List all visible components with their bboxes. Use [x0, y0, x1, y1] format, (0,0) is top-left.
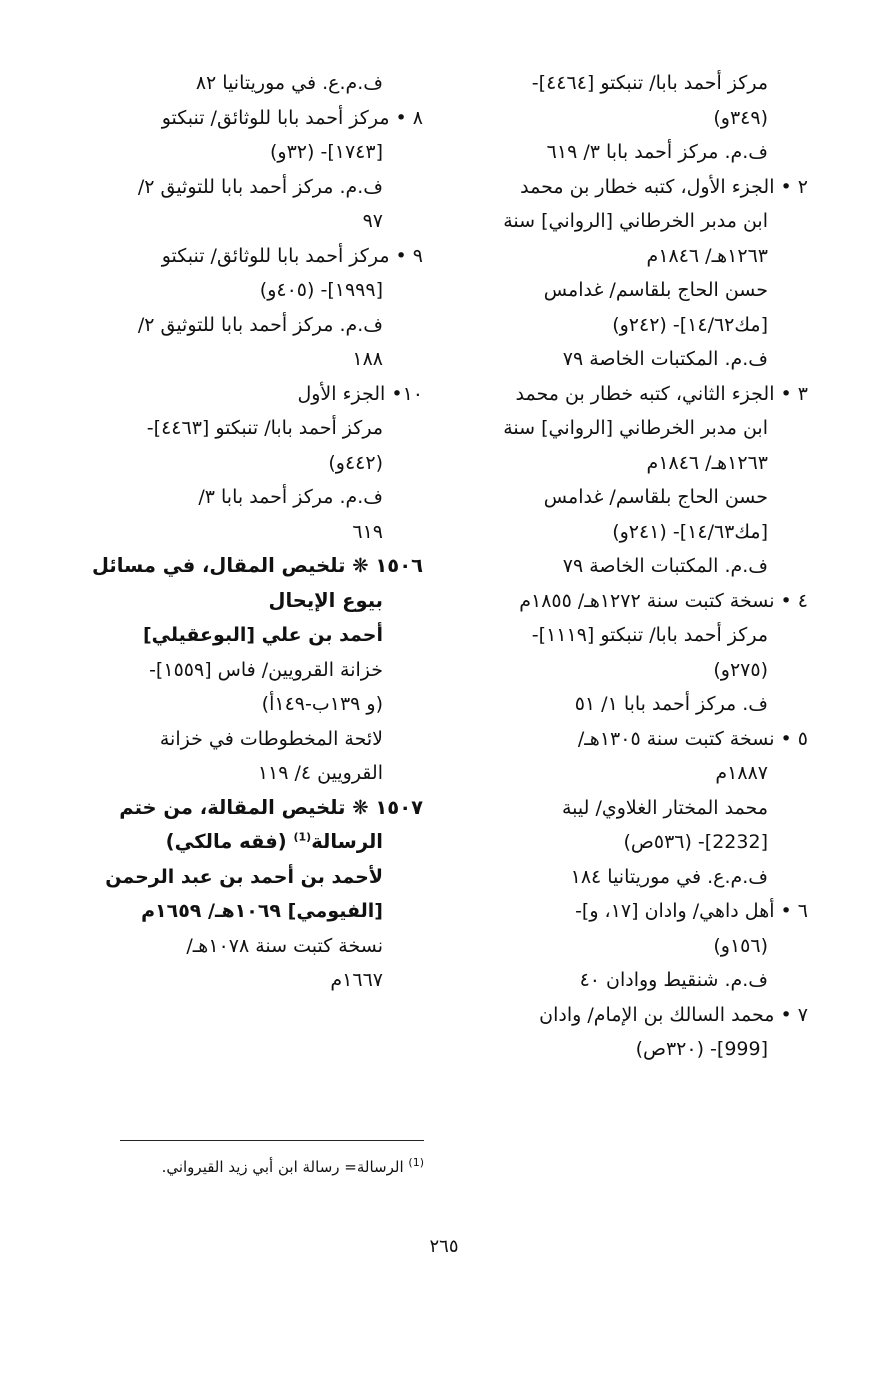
text-line: [463, 239, 808, 274]
footnote-marker: (1): [408, 1156, 424, 1169]
line-text: خزانة القرويين/ فاس [١٥٥٩]-: [149, 658, 383, 681]
line-text: [999]- (٣٢٠ص): [635, 1038, 768, 1060]
text-line: [78, 480, 423, 515]
right-column: [463, 66, 808, 1067]
text-line: [463, 860, 808, 895]
line-text: ١٢٦٣هـ/ ١٨٤٦م: [646, 244, 768, 267]
text-line: [78, 308, 423, 343]
text-line: [463, 101, 808, 136]
text-line: [78, 66, 423, 101]
line-text: ف.م.ع. في موريتانيا ٨٢: [195, 72, 383, 94]
text-line: [463, 722, 808, 757]
line-text-suffix: (فقه مالكي): [165, 830, 294, 853]
text-line: [463, 929, 808, 964]
line-text: ٧ • محمد السالك بن الإمام/ وادان: [539, 1003, 808, 1026]
line-text: ١٦٦٧م: [330, 969, 383, 991]
line-text: ٤ • نسخة كتبت سنة ١٢٧٢هـ/ ١٨٥٥م: [519, 589, 808, 612]
text-line: [463, 515, 808, 550]
text-line: [78, 549, 423, 584]
text-line: [463, 1032, 808, 1067]
text-line: [463, 446, 808, 481]
text-line: [78, 515, 423, 550]
text-line: [78, 653, 423, 688]
footnote-reference: (1): [293, 830, 312, 844]
line-text: لأحمد بن أحمد بن عبد الرحمن: [105, 865, 383, 888]
line-text: ٢ • الجزء الأول، كتبه خطار بن محمد: [520, 175, 808, 198]
text-line: [463, 66, 808, 101]
text-line: [78, 204, 423, 239]
line-text: ١٨٨: [352, 348, 383, 370]
line-text: بيوع الإيحال: [268, 588, 383, 612]
line-text: [2232]- (٥٣٦ص): [623, 831, 768, 853]
text-line: [463, 170, 808, 205]
text-line: [78, 963, 423, 998]
footnote: [120, 1158, 424, 1176]
line-text: (و ١٣٩ب-١٤٩أ): [261, 693, 383, 715]
line-text: ٦ • أهل داهي/ وادان [١٧، و]-: [575, 900, 808, 922]
line-text: القرويين ٤/ ١١٩: [257, 762, 383, 784]
line-text: محمد المختار الغلاوي/ ليبة: [562, 796, 768, 819]
line-text: ٩٧: [362, 210, 383, 232]
line-text: حسن الحاج بلقاسم/ غدامس: [543, 486, 768, 508]
line-text: ٣ • الجزء الثاني، كتبه خطار بن محمد: [515, 382, 808, 405]
text-line: [463, 756, 808, 791]
line-text: أحمد بن علي [البوعقيلي]: [142, 624, 383, 646]
footnote-text: الرسالة= رسالة ابن أبي زيد القيرواني.: [161, 1158, 404, 1176]
text-line: [78, 860, 423, 895]
text-line: [463, 377, 808, 412]
text-line: [463, 480, 808, 515]
line-text: [مك١٤/٦٢]- (٢٤٢و): [612, 313, 768, 336]
line-text: (١٥٦و): [713, 934, 768, 957]
text-line: [463, 342, 808, 377]
text-line: [78, 687, 423, 722]
text-line: [78, 825, 423, 860]
line-text: ف.م. مركز أحمد بابا للتوثيق ٢/: [137, 313, 383, 336]
text-line: [463, 584, 808, 619]
line-text: ف.م. المكتبات الخاصة ٧٩: [562, 348, 768, 370]
line-text: ف.م. شنقيط ووادان ٤٠: [579, 969, 768, 991]
line-text: ٦١٩: [352, 520, 383, 543]
text-line: [463, 791, 808, 826]
line-text: [الفيومي] ١٠٦٩هـ/ ١٦٥٩م: [141, 900, 383, 922]
text-line: [463, 204, 808, 239]
line-text: ١٥٠٦ ❋ تلخيص المقال، في مسائل: [91, 554, 423, 577]
text-line: [463, 411, 808, 446]
text-line: [463, 687, 808, 722]
line-text: (٢٧٥و): [713, 658, 768, 681]
text-line: [78, 722, 423, 757]
line-text: [١٩٩٩]- (٤٠٥و): [259, 279, 383, 301]
text-line: [463, 308, 808, 343]
line-text: ١٠• الجزء الأول: [297, 382, 423, 405]
text-line: [78, 584, 423, 619]
line-text: الرسالة: [311, 830, 383, 853]
text-line: [78, 377, 423, 412]
left-column: [78, 66, 423, 998]
line-text: نسخة كتبت سنة ١٠٧٨هـ/: [186, 934, 383, 957]
text-line: [78, 239, 423, 274]
text-line: [463, 653, 808, 688]
line-text: ابن مدبر الخرطاني [الرواني] سنة: [503, 210, 768, 232]
page-number: ٢٦٥: [429, 1236, 459, 1257]
text-line: [463, 549, 808, 584]
line-text: ١٥٠٧ ❋ تلخيص المقالة، من ختم: [119, 795, 423, 819]
line-text: مركز أحمد بابا/ تنبكتو [١١١٩]-: [531, 624, 768, 646]
text-line: [463, 894, 808, 929]
text-line: [78, 929, 423, 964]
text-line: [78, 756, 423, 791]
line-text: ف. مركز أحمد بابا ١/ ٥١: [574, 693, 768, 715]
text-line: [78, 791, 423, 826]
line-text: ٩ • مركز أحمد بابا للوثائق/ تنبكتو: [161, 244, 423, 267]
line-text: (٣٤٩و): [713, 106, 768, 129]
line-text: ف.م. مركز أحمد بابا للتوثيق ٢/: [137, 175, 383, 198]
text-line: [463, 998, 808, 1033]
text-line: [463, 825, 808, 860]
line-text: ف.م. مركز أحمد بابا ٣/ ٦١٩: [546, 141, 768, 163]
line-text: ف.م. المكتبات الخاصة ٧٩: [562, 555, 768, 577]
text-line: [78, 894, 423, 929]
line-text: [١٧٤٣]- (٣٢و): [270, 141, 383, 163]
line-text: مركز أحمد بابا/ تنبكتو [٤٤٦٣]-: [146, 417, 383, 439]
line-text: ٥ • نسخة كتبت سنة ١٣٠٥هـ/: [577, 727, 808, 750]
line-text: لائحة المخطوطات في خزانة: [159, 727, 383, 750]
text-line: [463, 963, 808, 998]
line-text: ٨ • مركز أحمد بابا للوثائق/ تنبكتو: [161, 106, 423, 129]
line-text: ف.م.ع. في موريتانيا ١٨٤: [570, 865, 768, 888]
line-text: مركز أحمد بابا/ تنبكتو [٤٤٦٤]-: [531, 72, 768, 94]
line-text: ابن مدبر الخرطاني [الرواني] سنة: [503, 417, 768, 439]
line-text: ف.م. مركز أحمد بابا ٣/: [198, 486, 383, 508]
text-line: [78, 101, 423, 136]
text-line: [78, 411, 423, 446]
text-line: [78, 342, 423, 377]
footnote-divider: [120, 1140, 424, 1141]
line-text: ١٨٨٧م: [715, 762, 768, 784]
line-text: حسن الحاج بلقاسم/ غدامس: [543, 279, 768, 301]
text-line: [78, 618, 423, 653]
text-line: [463, 618, 808, 653]
line-text: [مك١٤/٦٣]- (٢٤١و): [612, 520, 768, 543]
text-line: [463, 273, 808, 308]
line-text: ١٢٦٣هـ/ ١٨٤٦م: [646, 451, 768, 474]
text-line: [78, 135, 423, 170]
text-line: [463, 135, 808, 170]
text-line: [78, 170, 423, 205]
line-text: (٤٤٢و): [328, 451, 383, 474]
text-line: [78, 273, 423, 308]
text-line: [78, 446, 423, 481]
